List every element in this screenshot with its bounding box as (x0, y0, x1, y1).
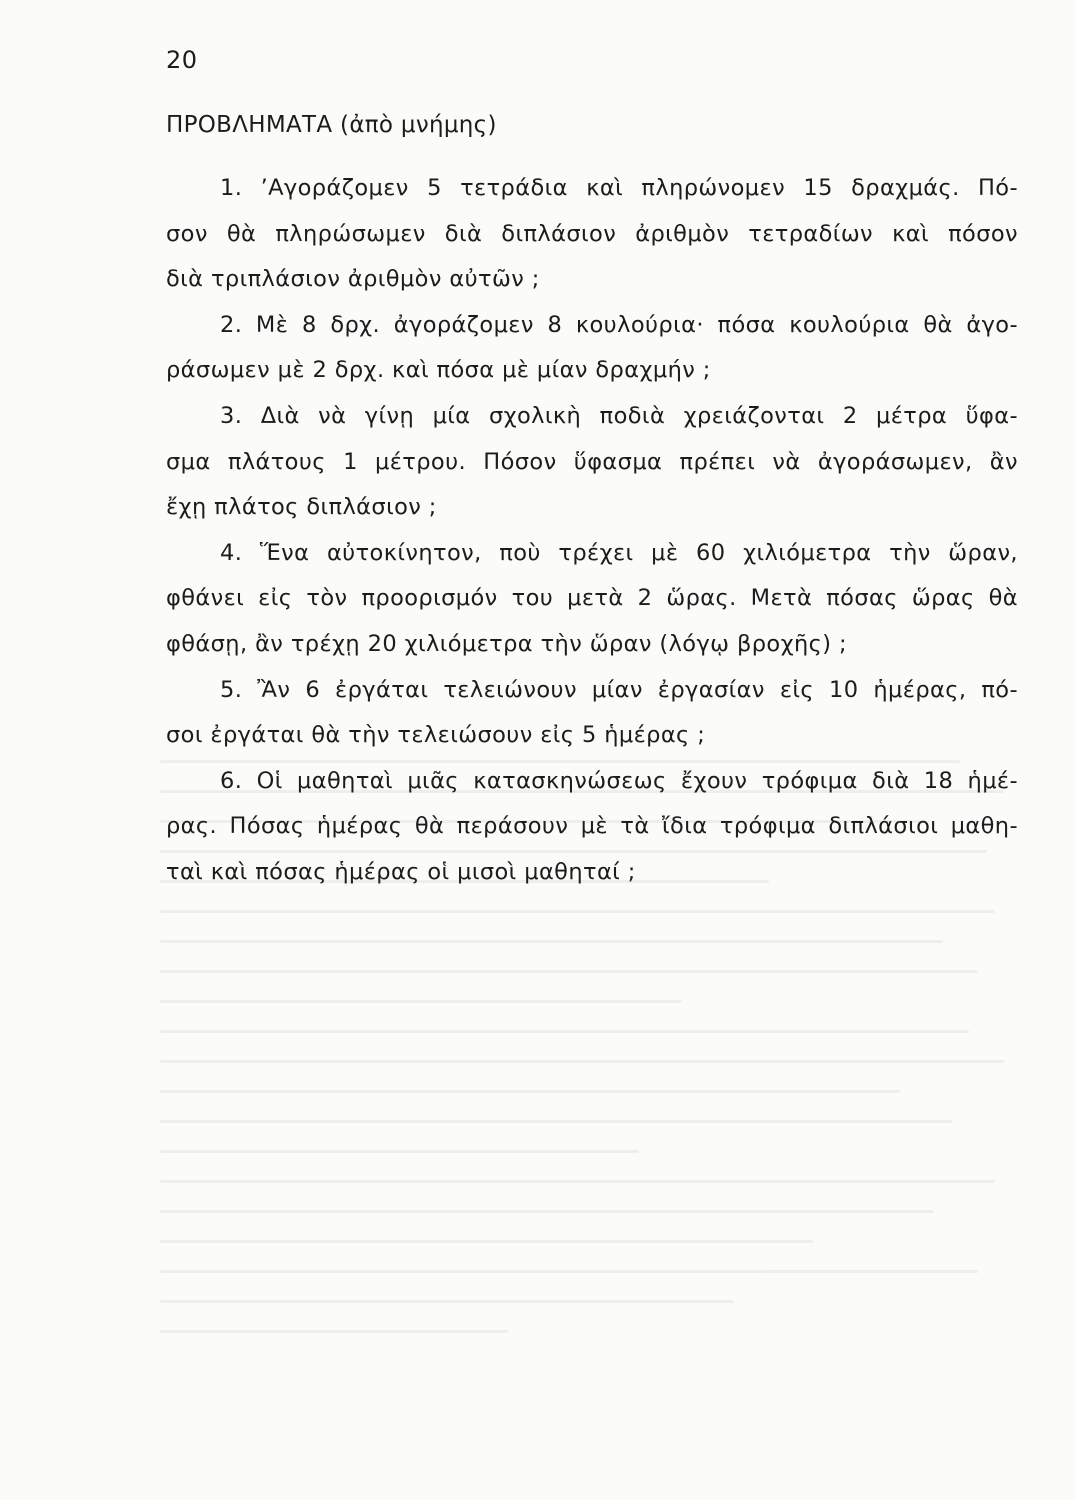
problem-list (166, 166, 1018, 896)
problem-line: ἔχῃ πλάτος διπλάσιον ; (166, 494, 437, 521)
problem-line: 6. Οἱ μαθηταὶ μιᾶς κατασκηνώσεως ἔχουν τρόφιμα διὰ 18 ἡμέ- (220, 767, 1018, 794)
problem-line: 1. ’Αγοράζομεν 5 τετράδια καὶ πληρώνομεν 15 δραχμάς. Πό- (220, 175, 1018, 201)
problem-line: 5. Ἂν 6 ἐργάται τελειώνουν μίαν ἐργασίαν εἰς 10 ἡμέρας, πό- (220, 676, 1018, 703)
problem-line: 4. Ἕνα αὐτοκίνητον, ποὺ τρέχει μὲ 60 χιλιόμετρα τὴν ὥραν, (220, 539, 1018, 566)
problem-line: σμα πλάτους 1 μέτρου. Πόσον ὕφασμα πρέπει νὰ ἀγοράσωμεν, ἂν (166, 448, 1018, 475)
problem-line: 3. Διὰ νὰ γίνῃ μία σχολικὴ ποδιὰ χρειάζονται 2 μέτρα ὕφα- (220, 402, 1018, 429)
problem-item (166, 394, 1018, 531)
problem-line: σον θὰ πληρώσωμεν διὰ διπλάσιον ἀριθμὸν τετραδίων καὶ πόσον (166, 220, 1018, 247)
problem-item (166, 759, 1018, 896)
problem-line: φθάσῃ, ἂν τρέχῃ 20 χιλιόμετρα τὴν ὥραν (λόγῳ βροχῆς) ; (166, 630, 847, 657)
problem-line: ράσωμεν μὲ 2 δρχ. καὶ πόσα μὲ μίαν δραχμήν ; (166, 357, 711, 384)
problem-line: διὰ τριπλάσιον ἀριθμὸν αὐτῶν ; (166, 266, 540, 293)
problem-line: 2. Μὲ 8 δρχ. ἀγοράζομεν 8 κουλούρια· πόσα κουλούρια θὰ ἀγο- (220, 311, 1018, 338)
section-heading: ΠΡΟΒΛΗΜΑΤΑ (ἀπὸ μνήμης) (166, 112, 497, 138)
problem-line: φθάνει εἰς τὸν προορισμόν του μετὰ 2 ὥρας. Μετὰ πόσας ὥρας θὰ (166, 585, 1018, 612)
problem-item (166, 668, 1018, 759)
problem-line: ρας. Πόσας ἡμέρας θὰ περάσουν μὲ τὰ ἴδια τρόφιμα διπλάσιοι μαθη- (166, 813, 1018, 840)
page-number: 20 (166, 46, 198, 74)
problem-item (166, 303, 1018, 394)
problem-line: σοι ἐργάται θὰ τὴν τελειώσουν εἰς 5 ἡμέρας ; (166, 722, 706, 749)
problem-line: ταὶ καὶ πόσας ἡμέρας οἱ μισοὶ μαθηταί ; (166, 858, 636, 885)
problem-item (166, 531, 1018, 668)
problem-item (166, 166, 1018, 303)
